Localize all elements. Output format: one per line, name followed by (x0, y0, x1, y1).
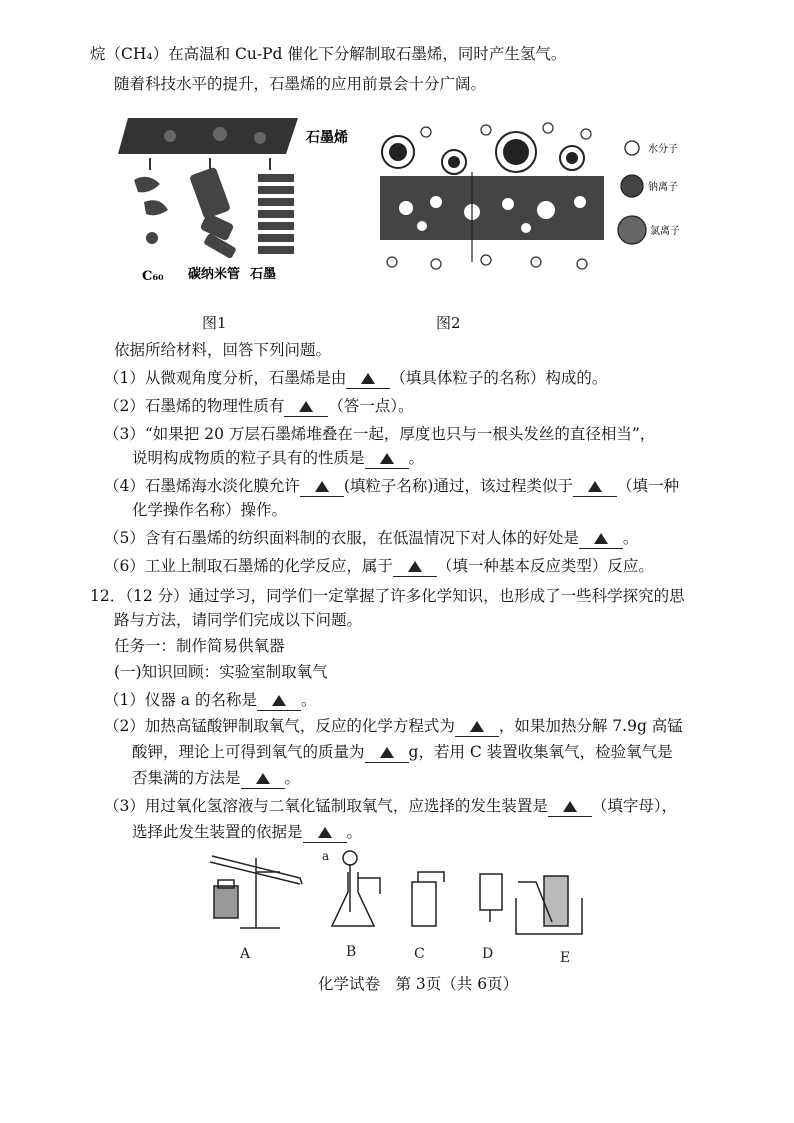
answer-blank[interactable] (300, 476, 344, 497)
triangle-icon (361, 373, 375, 384)
triangle-icon (272, 695, 286, 706)
figure2-legend-water: 水分子 (648, 144, 678, 155)
answer-blank[interactable] (284, 396, 328, 417)
answer-blank[interactable] (241, 768, 285, 789)
q12-task: 任务一：制作简易供氧器 (114, 637, 285, 655)
triangle-icon (315, 481, 329, 492)
triangle-icon (299, 401, 313, 412)
triangle-icon (380, 747, 394, 758)
answer-blank[interactable] (455, 716, 499, 737)
figure1-label-graphite: 石墨 (250, 267, 277, 282)
q11-item-5: （5）含有石墨烯的纺织面料制的衣服，在低温情况下对人体的好处是 。 (104, 529, 639, 547)
triangle-icon (318, 827, 332, 838)
answer-blank[interactable] (346, 368, 390, 389)
q12-head: 12．（12 分）通过学习，同学们一定掌握了许多化学知识，也形成了一些科学探究的思 (90, 587, 685, 605)
answer-blank[interactable] (573, 476, 617, 497)
figure1-top-label: 石墨烯 (306, 130, 348, 146)
answer-blank[interactable] (393, 556, 437, 577)
q12-item-1: （1）仪器 a 的名称是 。 (104, 691, 317, 709)
answer-blank[interactable] (365, 742, 409, 763)
q12-item-2-cont: 酸钾，理论上可得到氧气的质量为 g，若用 C 装置收集氧气，检验氧气是 (132, 743, 673, 761)
figure2-legend-chloride: 氯离子 (650, 226, 680, 237)
apparatus-label-d: D (482, 946, 494, 962)
q11-lead: 依据所给材料，回答下列问题。 (114, 341, 332, 359)
apparatus-a-label: a (322, 849, 330, 863)
intro-line-1: 烷（CH₄）在高温和 Cu-Pd 催化下分解制取石墨烯，同时产生氢气。 (90, 45, 567, 63)
triangle-icon (594, 533, 608, 544)
figure-1 (110, 108, 360, 293)
q12-item-2: （2）加热高锰酸钾制取氧气，反应的化学方程式为 ，如果加热分解 7.9g 高锰 (104, 717, 683, 735)
apparatus-label-a: A (240, 946, 251, 962)
q12-head-cont: 路与方法，请同学们完成以下问题。 (114, 611, 363, 629)
triangle-icon (563, 801, 577, 812)
figure1-label-nanotube: 碳纳米管 (188, 267, 241, 282)
q11-item-1: （1）从微观角度分析，石墨烯是由 （填具体粒子的名称）构成的。 (104, 369, 608, 387)
triangle-icon (256, 773, 270, 784)
q11-item-3-cont: 说明构成物质的粒子具有的性质是 。 (132, 449, 425, 467)
answer-blank[interactable] (303, 822, 347, 843)
triangle-icon (380, 453, 394, 464)
answer-blank[interactable] (548, 796, 592, 817)
intro-line-2: 随着科技水平的提升，石墨烯的应用前景会十分广阔。 (114, 75, 487, 93)
q11-item-3: （3）“如果把 20 万层石墨烯堆叠在一起，厚度也只与一根头发丝的直径相当”， (104, 425, 656, 443)
page-footer: 化学试卷 第 3页（共 6页） (318, 975, 519, 993)
triangle-icon (408, 561, 422, 572)
q11-item-4-cont: 化学操作名称）操作。 (132, 501, 288, 519)
q11-item-2: （2）石墨烯的物理性质有 （答一点）。 (104, 397, 414, 415)
answer-blank[interactable] (365, 448, 409, 469)
answer-blank[interactable] (257, 690, 301, 711)
q11-item-4: （4）石墨烯海水淡化膜允许 (填粒子名称)通过，该过程类似于 （填一种 (104, 477, 679, 495)
triangle-icon (588, 481, 602, 492)
figure2-legend-sodium: 钠离子 (648, 182, 678, 193)
q12-item-2-cont2: 否集满的方法是 。 (132, 769, 301, 787)
figure2-caption: 图2 (436, 314, 461, 332)
apparatus-label-b: B (346, 944, 357, 960)
apparatus-label-c: C (414, 946, 425, 962)
figure-2 (376, 112, 698, 292)
figure1-label-c60: C₆₀ (142, 269, 164, 284)
apparatus-label-e: E (560, 950, 571, 966)
figure1-caption: 图1 (202, 314, 227, 332)
q12-item-3-cont: 选择此发生装置的依据是 。 (132, 823, 363, 841)
triangle-icon (470, 721, 484, 732)
q12-section: (一)知识回顾：实验室制取氧气 (114, 663, 328, 681)
q11-item-6: （6）工业上制取石墨烯的化学反应，属于 （填一种基本反应类型）反应。 (104, 557, 654, 575)
answer-blank[interactable] (579, 528, 623, 549)
q12-item-3: （3）用过氧化氢溶液与二氧化锰制取氧气，应选择的发生装置是 （填字母）， (104, 797, 678, 815)
apparatus-figure (200, 842, 630, 972)
